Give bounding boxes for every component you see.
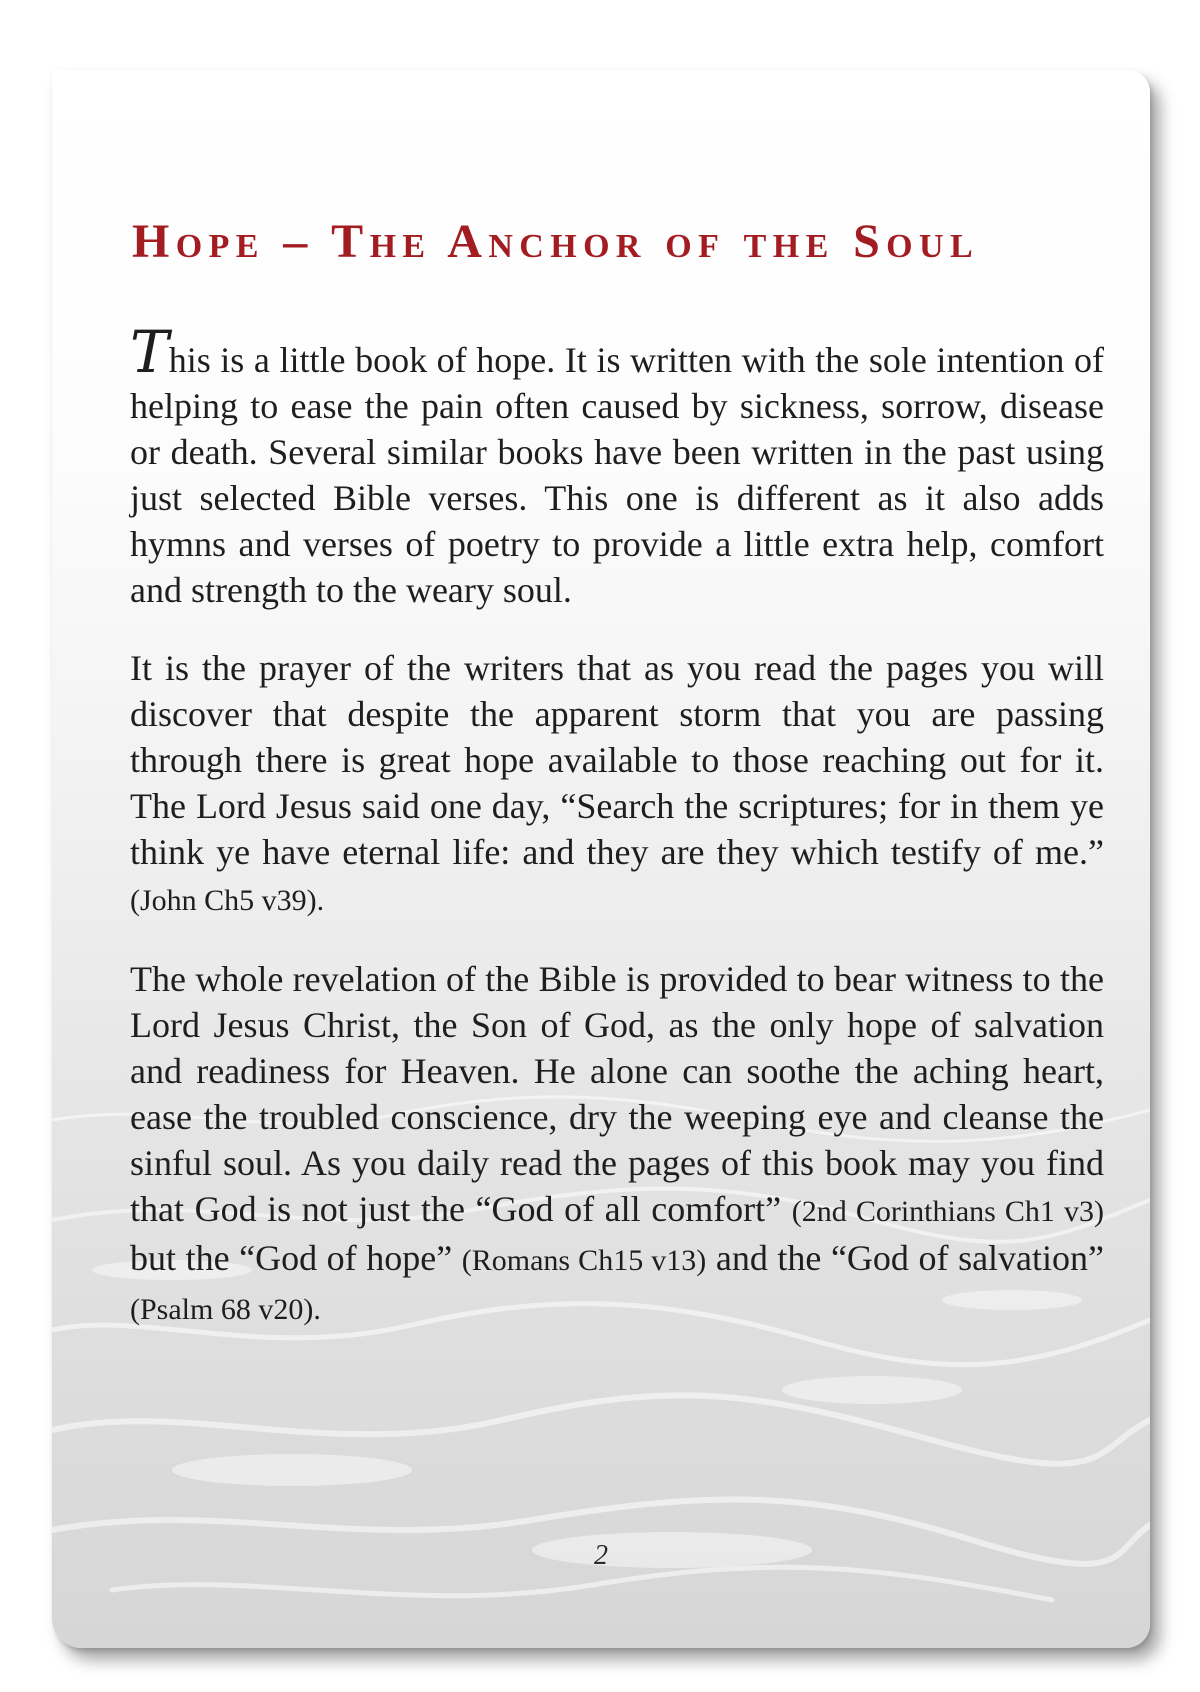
paragraph-revelation-text: The whole revelation of the Bible is provided to bear witness to the Lord Jesus Christ, the Son of God, as the only hope of salvation and readiness for Heaven. He alone can soothe the aching heart, ease the troubled conscience, dry the weeping eye and cleanse the sinful soul. As you daily read the pages of this book may you find that God is not just the “God of all comfort” bbox=[130, 959, 1104, 1229]
paragraph-intro bbox=[130, 318, 1104, 613]
paragraph-revelation-text: but the “God of hope” bbox=[130, 1238, 453, 1278]
paragraph-prayer-text: It is the prayer of the writers that as you read the pages you will discover that despite the apparent storm that you are passing through there is great hope available to those reaching out for it. The Lord Jesus said one day, “Search the scriptures; for in them ye think ye have eternal life: and they are they which testify of me.” bbox=[130, 648, 1104, 872]
scripture-reference: (John Ch5 v39). bbox=[130, 884, 325, 917]
scripture-reference: (2nd Corinthians Ch1 v3) bbox=[791, 1195, 1104, 1228]
book-page bbox=[52, 70, 1150, 1648]
paragraph-revelation bbox=[130, 956, 1104, 1333]
drop-cap: T bbox=[130, 318, 169, 386]
page-title: Hope – The Anchor of the Soul bbox=[132, 215, 980, 268]
paragraph-prayer bbox=[130, 645, 1104, 924]
page-number: 2 bbox=[594, 1540, 608, 1571]
scripture-reference: (Psalm 68 v20). bbox=[130, 1293, 321, 1326]
body-text bbox=[130, 318, 1105, 1365]
paragraph-revelation-text: and the “God of salvation” bbox=[715, 1238, 1105, 1278]
paragraph-intro-text: his is a little book of hope. It is written with the sole intention of helping to ease the pain often caused by sickness, sorrow, disease or death. Several similar books have been written in the past using just selected Bible verses. This one is different as it also adds hymns and verses of poetry to provide a little extra help, comfort and strength to the weary soul. bbox=[130, 340, 1104, 610]
scripture-reference: (Romans Ch15 v13) bbox=[461, 1244, 707, 1277]
